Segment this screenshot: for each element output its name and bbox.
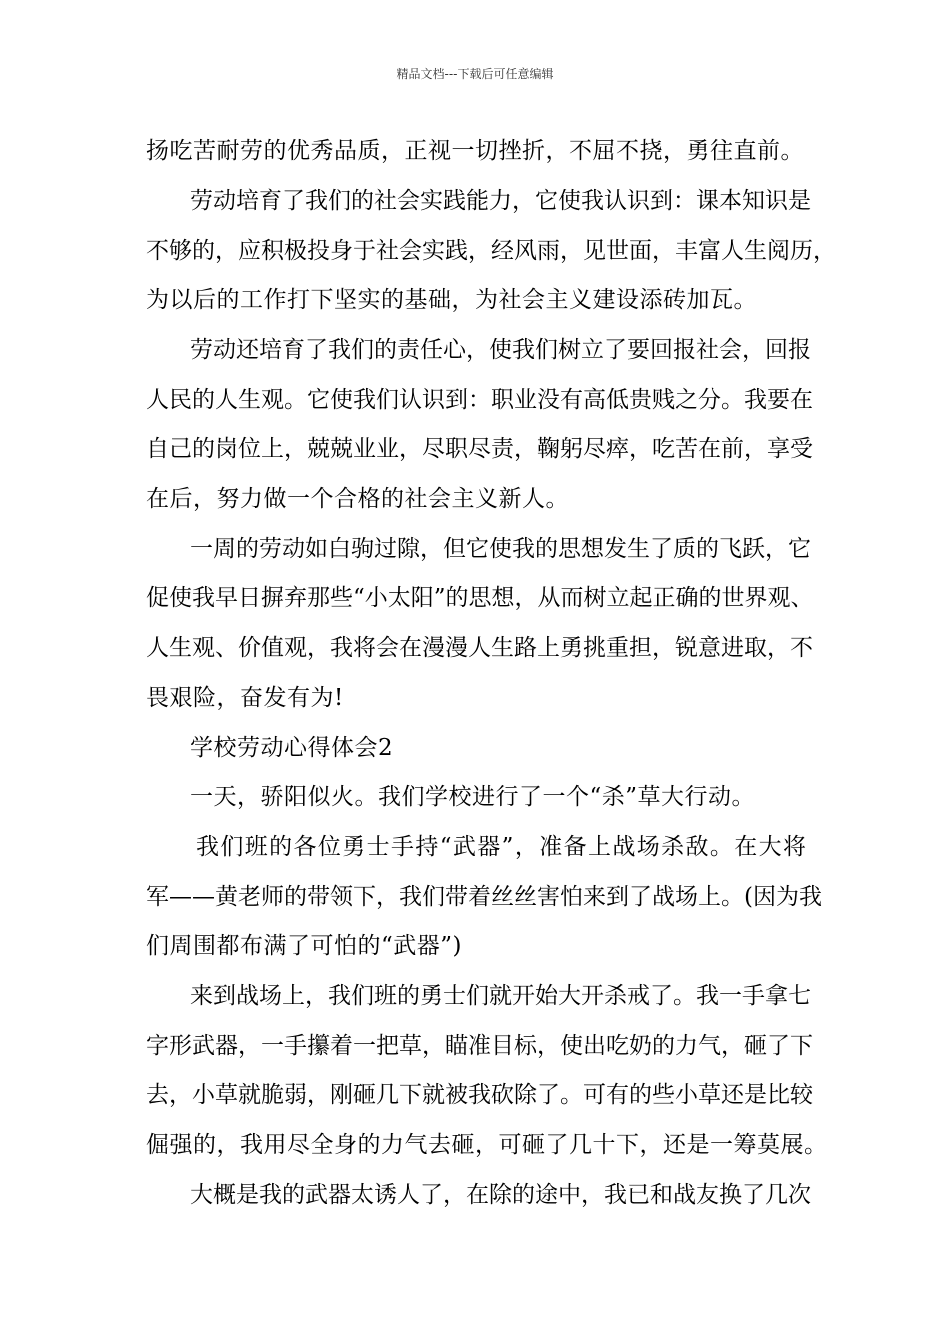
text-line: 军——黄老师的带领下，我们带着丝丝害怕来到了战场上。(因为我 <box>146 884 822 910</box>
text-line: 倔强的，我用尽全身的力气去砸，可砸了几十下，还是一筹莫展。 <box>146 1132 828 1158</box>
text-line: 我们班的各位勇士手持“武器”，准备上战场杀敌。在大将 <box>196 834 806 860</box>
text-line: 一周的劳动如白驹过隙，但它使我的思想发生了质的飞跃，它 <box>190 536 811 562</box>
text-line: 字形武器，一手攥着一把草，瞄准目标，使出吃奶的力气，砸了下 <box>146 1033 813 1059</box>
text-line: 劳动培育了我们的社会实践能力，它使我认识到：课本知识是 <box>190 188 811 214</box>
text-line: 自己的岗位上，兢兢业业，尽职尽责，鞠躬尽瘁，吃苦在前，享受 <box>146 436 813 462</box>
text-line: 畏艰险，奋发有为! <box>146 685 344 711</box>
text-line: 人民的人生观。它使我们认识到：职业没有高低贵贱之分。我要在 <box>146 387 813 413</box>
text-line: 们周围都布满了可怕的“武器”) <box>146 933 462 959</box>
text-line: 不够的，应积极投身于社会实践，经风雨，见世面，丰富人生阅历， <box>146 238 836 264</box>
text-line: 在后，努力做一个合格的社会主义新人。 <box>146 486 569 512</box>
text-line: 来到战场上，我们班的勇士们就开始大开杀戒了。我一手拿七 <box>190 983 811 1009</box>
text-line: 去，小草就脆弱，刚砸几下就被我砍除了。可有的些小草还是比较 <box>146 1082 813 1108</box>
text-line: 人生观、价值观，我将会在漫漫人生路上勇挑重担，锐意进取，不 <box>146 635 813 661</box>
text-line: 劳动还培育了我们的责任心，使我们树立了要回报社会，回报 <box>190 337 811 363</box>
text-line: 一天，骄阳似火。我们学校进行了一个“杀”草大行动。 <box>190 784 756 810</box>
text-line: 为以后的工作打下坚实的基础，为社会主义建设添砖加瓦。 <box>146 287 757 313</box>
page-header: 精品文档---下载后可任意编辑 <box>396 67 554 81</box>
section-heading: 学校劳动心得体会2 <box>190 735 394 761</box>
text-line: 大概是我的武器太诱人了，在除的途中，我已和战友换了几次 <box>190 1182 811 1208</box>
text-line: 促使我早日摒弃那些“小太阳”的思想，从而树立起正确的世界观、 <box>146 585 814 611</box>
text-line: 扬吃苦耐劳的优秀品质，正视一切挫折，不屈不挠，勇往直前。 <box>146 138 804 164</box>
